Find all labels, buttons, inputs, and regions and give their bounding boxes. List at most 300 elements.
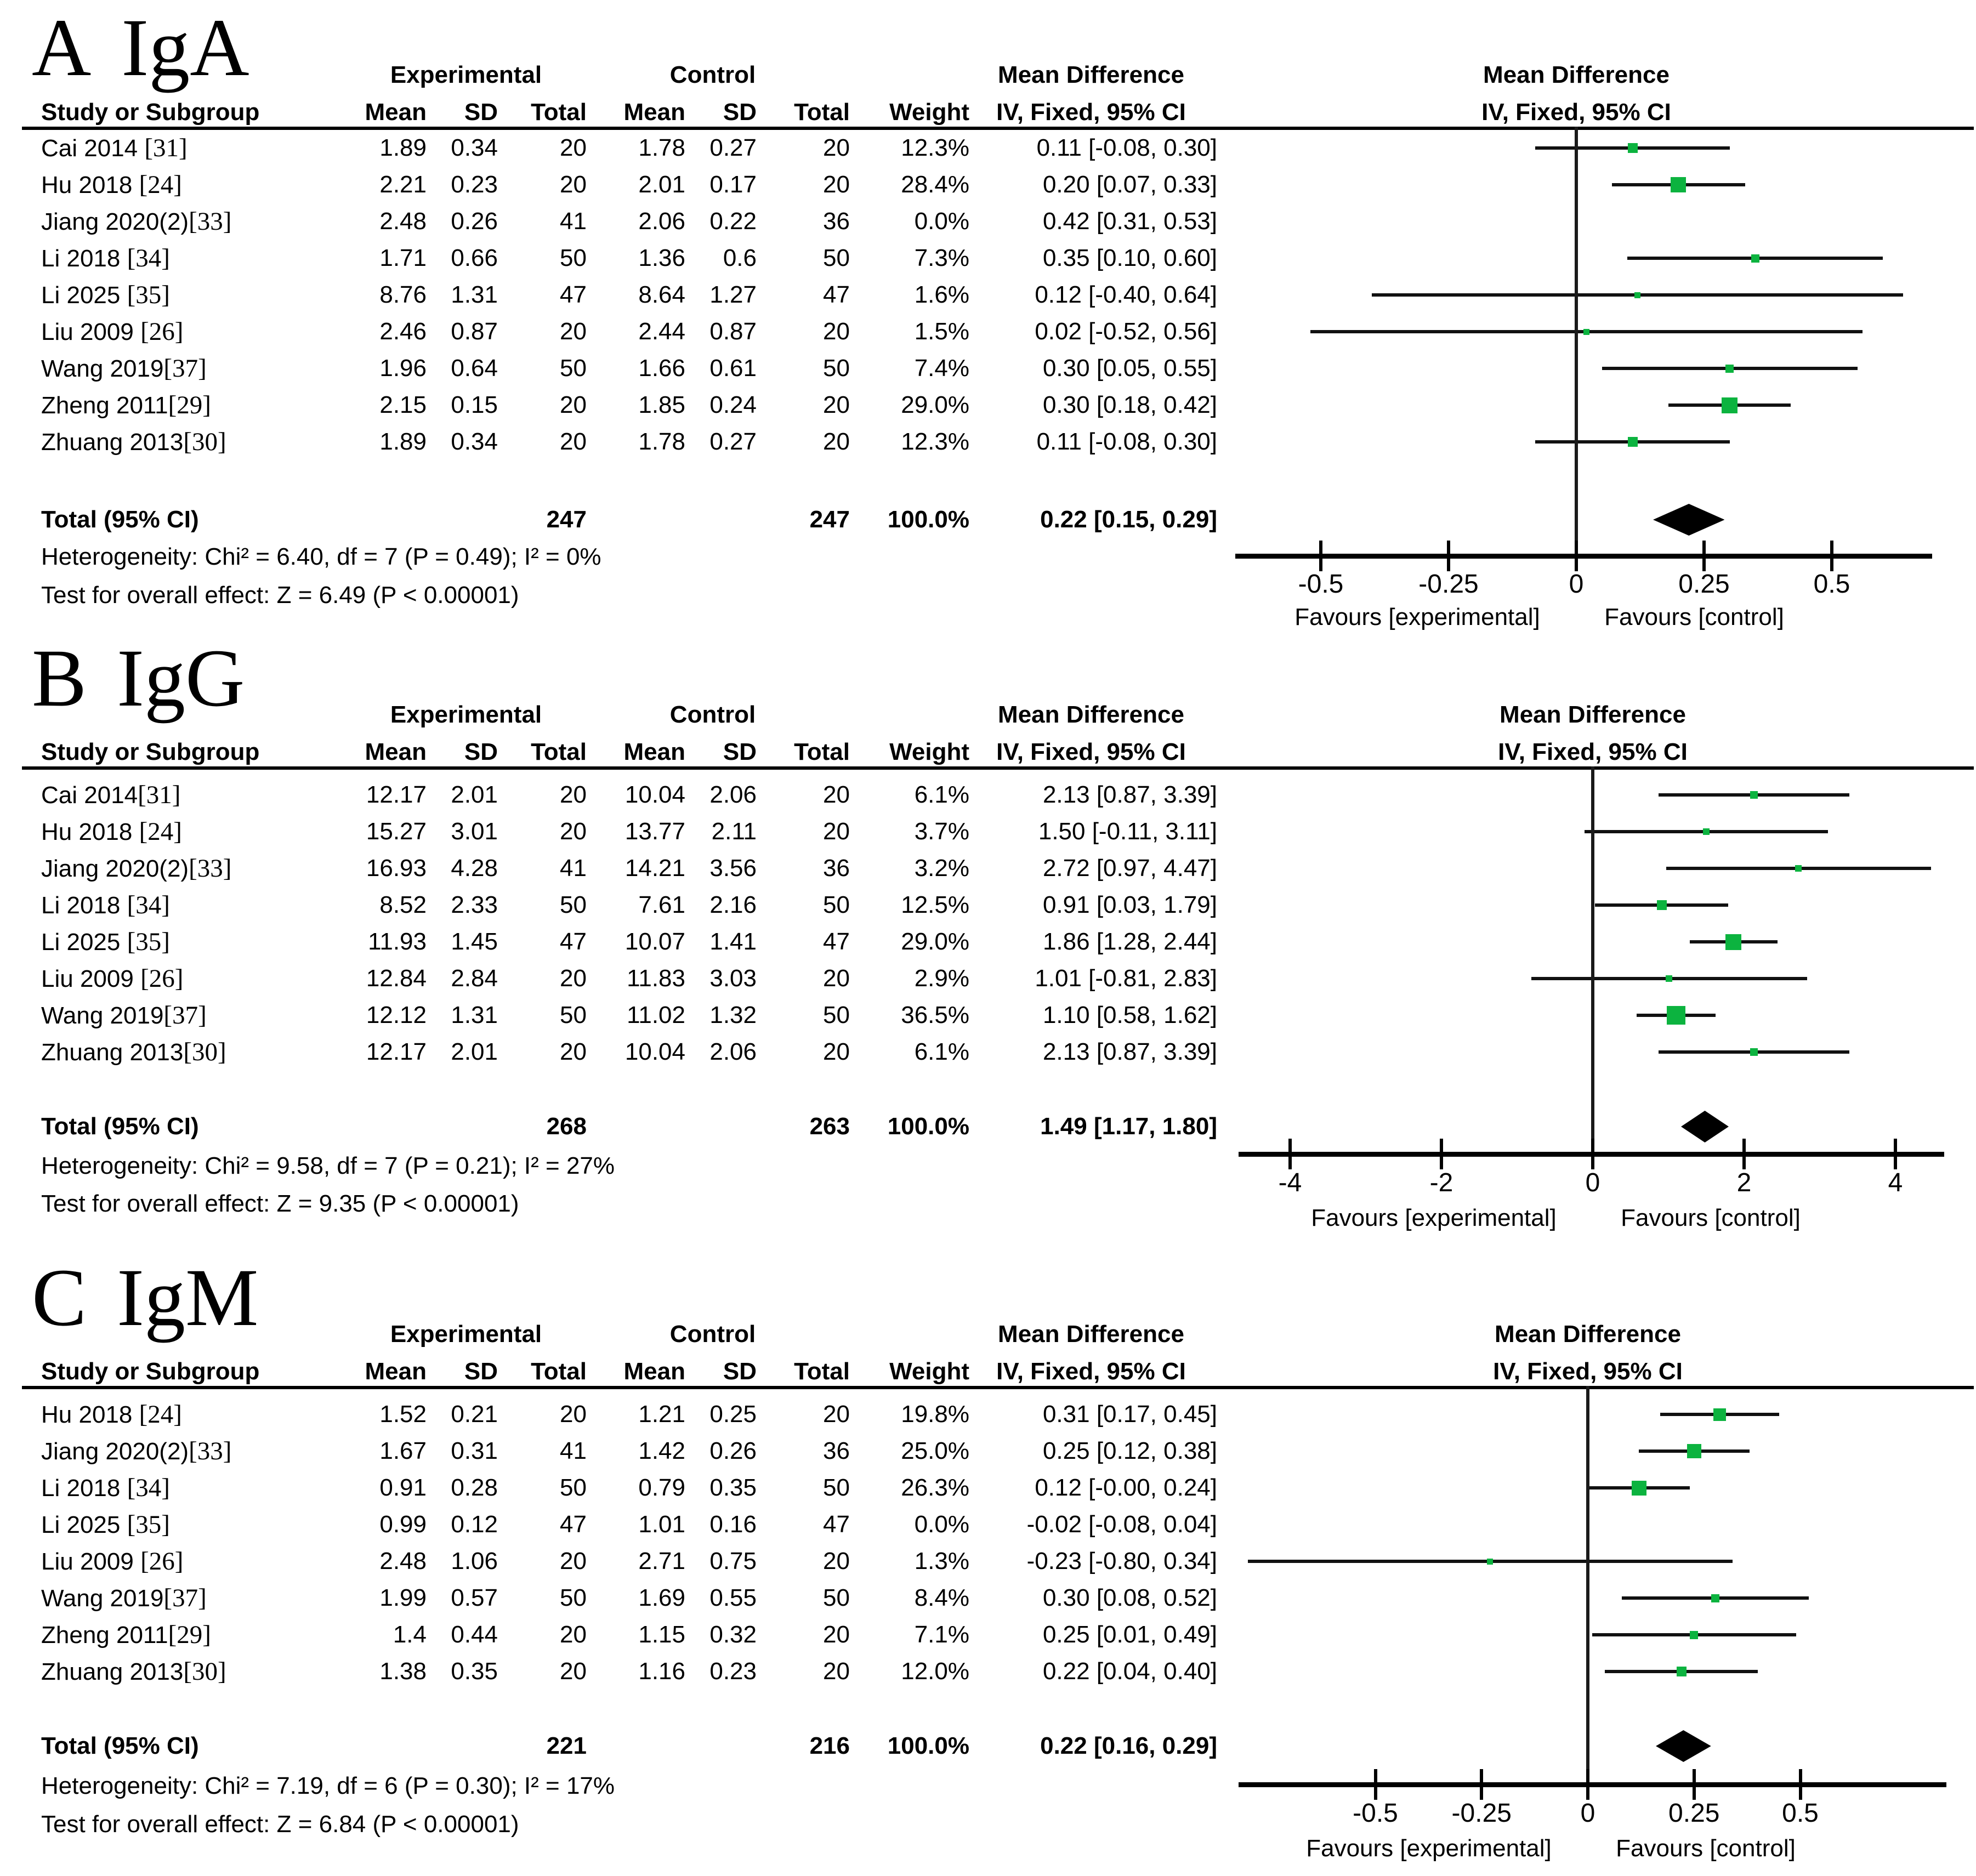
sd-exp-cell: 1.31 [451, 281, 498, 308]
axis-tick-label: -0.25 [1451, 1799, 1512, 1828]
mean-exp-cell: 2.48 [379, 1548, 427, 1574]
ci-text-cell: 1.50 [-0.11, 3.11] [1038, 818, 1217, 845]
ci-text-cell: 0.30 [0.08, 0.52] [1042, 1584, 1217, 1611]
mean-ctrl-cell: 10.07 [624, 928, 685, 955]
total-exp-cell: 50 [560, 245, 587, 271]
weight-cell: 3.7% [914, 818, 969, 845]
mean-ctrl-cell: 7.61 [638, 891, 685, 918]
axis-tick-label: -0.5 [1353, 1799, 1398, 1828]
effect-marker [1657, 900, 1667, 910]
total-exp-cell: 20 [560, 391, 587, 418]
ci-text-cell: 0.30 [0.18, 0.42] [1042, 391, 1217, 418]
weight-cell: 25.0% [901, 1437, 969, 1464]
ci-text-cell: -0.02 [-0.08, 0.04] [1026, 1511, 1217, 1538]
effect-marker [1628, 143, 1638, 153]
column-header-mean-ctrl: Mean [623, 99, 685, 126]
study-label [41, 388, 211, 422]
mean-ctrl-cell: 1.78 [638, 134, 685, 161]
sd-ctrl-cell: 0.26 [709, 1437, 757, 1464]
axis-tick-label: 0.25 [1668, 1799, 1720, 1828]
axis-tick [1480, 1769, 1483, 1800]
total-ci-text: 1.49 [1.17, 1.80] [1040, 1113, 1217, 1140]
total-ctrl-n: 216 [809, 1732, 850, 1759]
column-header-study: Study or Subgroup [41, 99, 260, 126]
weight-cell: 6.1% [914, 781, 969, 808]
ci-text-cell: 0.25 [0.01, 0.49] [1042, 1621, 1217, 1648]
reference-number: [26] [140, 1547, 184, 1576]
heterogeneity-text: Heterogeneity: Chi² = 6.40, df = 7 (P = 0.49); I² = 0% [41, 543, 601, 570]
reference-number: [26] [140, 317, 184, 346]
ci-text-cell: 0.25 [0.12, 0.38] [1042, 1437, 1217, 1464]
axis-tick-label: 0 [1585, 1168, 1600, 1197]
overall-effect-text: Test for overall effect: Z = 6.49 (P < 0.00001) [41, 582, 519, 609]
column-header-total-ctrl: Total [794, 99, 850, 126]
sd-ctrl-cell: 0.22 [709, 208, 757, 235]
axis-tick [1702, 541, 1706, 571]
sd-exp-cell: 0.66 [451, 245, 498, 271]
sd-exp-cell: 1.06 [451, 1548, 498, 1574]
mean-exp-cell: 8.52 [379, 891, 427, 918]
effect-marker [1725, 365, 1734, 373]
mean-exp-cell: 0.99 [379, 1511, 427, 1538]
effect-marker [1703, 828, 1710, 835]
study-name: Jiang 2020(2) [41, 1438, 189, 1465]
study-label [41, 1655, 226, 1689]
column-header-weight: Weight [889, 738, 969, 765]
sd-exp-cell: 0.26 [451, 208, 498, 235]
plot-mean-difference-header: Mean Difference [1483, 61, 1670, 88]
mean-exp-cell: 11.93 [368, 928, 427, 955]
effect-marker [1677, 1667, 1687, 1676]
weight-cell: 1.3% [914, 1548, 969, 1574]
total-exp-cell: 50 [560, 1002, 587, 1028]
sd-exp-cell: 4.28 [451, 855, 498, 882]
study-name: Cai 2014 [41, 782, 138, 809]
x-axis [1235, 554, 1932, 559]
weight-cell: 1.5% [914, 318, 969, 345]
weight-cell: 2.9% [914, 965, 969, 992]
weight-cell: 12.0% [901, 1658, 969, 1685]
sd-ctrl-cell: 2.11 [711, 818, 757, 845]
sd-exp-cell: 0.35 [451, 1658, 498, 1685]
total-ctrl-cell: 20 [823, 1548, 850, 1574]
antibody-name: IgM [117, 1252, 259, 1343]
study-label [41, 241, 170, 275]
reference-number: [33] [189, 207, 232, 236]
sd-exp-cell: 0.44 [451, 1621, 498, 1648]
overall-effect-text: Test for overall effect: Z = 9.35 (P < 0.00001) [41, 1190, 519, 1217]
effect-marker [1711, 1594, 1719, 1602]
panel-title-igg [32, 632, 245, 725]
sd-ctrl-cell: 3.56 [709, 855, 757, 882]
study-name: Zhuang 2013 [41, 1039, 184, 1066]
weight-cell: 29.0% [901, 928, 969, 955]
sd-exp-cell: 2.01 [451, 1038, 498, 1065]
mean-exp-cell: 1.67 [379, 1437, 427, 1464]
mean-difference-header: Mean Difference [998, 701, 1184, 728]
total-exp-cell: 20 [560, 1548, 587, 1574]
study-label [41, 315, 183, 349]
column-header-sd-ctrl: SD [723, 1358, 757, 1385]
mean-exp-cell: 1.38 [379, 1658, 427, 1685]
header-rule [22, 766, 1974, 770]
total-ctrl-cell: 20 [823, 1621, 850, 1648]
mean-ctrl-cell: 2.44 [638, 318, 685, 345]
column-header-sd-exp: SD [464, 738, 498, 765]
reference-number: [37] [163, 354, 207, 383]
total-ctrl-n: 263 [809, 1113, 850, 1140]
column-header-sd-ctrl: SD [723, 738, 757, 765]
mean-ctrl-cell: 1.42 [638, 1437, 685, 1464]
sd-exp-cell: 1.31 [451, 1002, 498, 1028]
study-name: Cai 2014 [41, 135, 145, 162]
effect-marker [1487, 1559, 1493, 1565]
column-header-mean-exp: Mean [365, 738, 427, 765]
ci-text-cell: 0.20 [0.07, 0.33] [1042, 171, 1217, 198]
total-ctrl-cell: 20 [823, 318, 850, 345]
axis-tick-label: -2 [1429, 1168, 1453, 1197]
axis-tick-label: 0 [1580, 1799, 1595, 1828]
study-name: Wang 2019 [41, 1585, 164, 1612]
reference-number: [33] [189, 1437, 232, 1465]
ci-text-cell: 1.10 [0.58, 1.62] [1042, 1002, 1217, 1028]
total-exp-cell: 50 [560, 891, 587, 918]
total-exp-n: 221 [546, 1732, 587, 1759]
ci-text-cell: 0.02 [-0.52, 0.56] [1035, 318, 1217, 345]
axis-tick [1894, 1139, 1897, 1169]
study-label [41, 925, 170, 959]
sd-exp-cell: 0.87 [451, 318, 498, 345]
study-label [41, 851, 231, 885]
column-header-weight: Weight [889, 1358, 969, 1385]
study-name: Zhuang 2013 [41, 429, 184, 456]
total-ctrl-cell: 20 [823, 171, 850, 198]
sd-ctrl-cell: 0.23 [709, 1658, 757, 1685]
sd-exp-cell: 0.64 [451, 355, 498, 382]
reference-number: [26] [140, 964, 184, 993]
antibody-name: IgA [121, 2, 249, 93]
effect-marker [1628, 437, 1638, 447]
column-header-sd-exp: SD [464, 99, 498, 126]
plot-mean-difference-header: Mean Difference [1495, 1321, 1681, 1348]
study-name: Liu 2009 [41, 1548, 141, 1575]
sd-ctrl-cell: 0.17 [709, 171, 757, 198]
plot-mean-difference-header: Mean Difference [1500, 701, 1686, 728]
ci-text-cell: 0.30 [0.05, 0.55] [1042, 355, 1217, 382]
study-name: Li 2025 [41, 282, 127, 309]
study-name: Wang 2019 [41, 1002, 164, 1029]
group-header-control: Control [669, 61, 756, 88]
study-name: Li 2018 [41, 245, 127, 272]
sd-ctrl-cell: 0.25 [709, 1401, 757, 1428]
total-ctrl-cell: 20 [823, 428, 850, 455]
reference-number: [35] [127, 281, 170, 309]
axis-tick [1586, 1769, 1589, 1800]
sd-ctrl-cell: 1.41 [709, 928, 757, 955]
ci-text-cell: 0.22 [0.04, 0.40] [1042, 1658, 1217, 1685]
total-ctrl-cell: 20 [823, 1401, 850, 1428]
sd-ctrl-cell: 0.16 [709, 1511, 757, 1538]
zero-line [1575, 127, 1578, 556]
group-header-control: Control [669, 701, 756, 728]
column-header-method: IV, Fixed, 95% CI [996, 99, 1186, 126]
mean-ctrl-cell: 8.64 [638, 281, 685, 308]
study-name: Zheng 2011 [41, 392, 168, 419]
mean-ctrl-cell: 11.83 [627, 965, 685, 992]
column-header-method: IV, Fixed, 95% CI [996, 738, 1186, 765]
ci-text-cell: -0.23 [-0.80, 0.34] [1026, 1548, 1217, 1574]
mean-exp-cell: 8.76 [379, 281, 427, 308]
mean-ctrl-cell: 1.01 [638, 1511, 685, 1538]
total-ctrl-cell: 36 [823, 1437, 850, 1464]
mean-exp-cell: 2.46 [379, 318, 427, 345]
reference-number: [29] [168, 391, 211, 419]
column-header-total-ctrl: Total [794, 738, 850, 765]
reference-number: [31] [138, 781, 181, 809]
sd-ctrl-cell: 0.27 [709, 134, 757, 161]
ci-text-cell: 0.12 [-0.40, 0.64] [1035, 281, 1217, 308]
mean-ctrl-cell: 0.79 [638, 1474, 685, 1501]
axis-tick-label: -4 [1278, 1168, 1302, 1197]
total-exp-cell: 47 [560, 281, 587, 308]
total-ctrl-cell: 36 [823, 855, 850, 882]
axis-tick [1374, 1769, 1377, 1800]
mean-exp-cell: 1.71 [379, 245, 427, 271]
mean-ctrl-cell: 10.04 [624, 1038, 685, 1065]
mean-ctrl-cell: 1.21 [638, 1401, 685, 1428]
zero-line [1591, 766, 1594, 1154]
total-exp-cell: 20 [560, 781, 587, 808]
total-exp-cell: 20 [560, 1038, 587, 1065]
mean-exp-cell: 1.4 [393, 1621, 427, 1648]
reference-number: [30] [183, 1657, 226, 1686]
column-header-weight: Weight [889, 99, 969, 126]
reference-number: [34] [127, 891, 170, 919]
study-label [41, 351, 207, 385]
favours-experimental-label: Favours [experimental] [1306, 1835, 1552, 1862]
column-header-total-exp: Total [531, 1358, 587, 1385]
ci-text-cell: 0.11 [-0.08, 0.30] [1036, 428, 1217, 455]
pooled-diamond [1681, 1111, 1729, 1145]
total-exp-cell: 20 [560, 171, 587, 198]
study-label [41, 425, 226, 459]
effect-marker [1750, 1048, 1758, 1056]
mean-ctrl-cell: 1.36 [638, 245, 685, 271]
weight-cell: 0.0% [914, 1511, 969, 1538]
mean-exp-cell: 12.17 [366, 781, 427, 808]
mean-exp-cell: 2.21 [379, 171, 427, 198]
mean-exp-cell: 1.96 [379, 355, 427, 382]
study-label [41, 815, 182, 849]
study-name: Li 2018 [41, 892, 127, 919]
total-ci-text: 0.22 [0.15, 0.29] [1040, 506, 1217, 533]
total-ctrl-cell: 50 [823, 1474, 850, 1501]
group-header-control: Control [669, 1321, 756, 1348]
weight-cell: 8.4% [914, 1584, 969, 1611]
total-ctrl-cell: 50 [823, 1584, 850, 1611]
study-name: Jiang 2020(2) [41, 855, 189, 882]
column-header-mean-ctrl: Mean [623, 1358, 685, 1385]
study-name: Zheng 2011 [41, 1622, 168, 1648]
sd-exp-cell: 3.01 [451, 818, 498, 845]
total-ctrl-cell: 20 [823, 134, 850, 161]
mean-exp-cell: 1.89 [379, 428, 427, 455]
column-header-study: Study or Subgroup [41, 1358, 260, 1385]
plot-method-header: IV, Fixed, 95% CI [1498, 738, 1688, 765]
sd-ctrl-cell: 2.16 [709, 891, 757, 918]
ci-text-cell: 2.72 [0.97, 4.47] [1042, 855, 1217, 882]
axis-tick [1575, 541, 1578, 571]
reference-number: [29] [168, 1621, 211, 1649]
total-ctrl-cell: 36 [823, 208, 850, 235]
weight-cell: 3.2% [914, 855, 969, 882]
column-header-total-exp: Total [531, 99, 587, 126]
sd-ctrl-cell: 2.06 [709, 1038, 757, 1065]
weight-cell: 12.3% [901, 428, 969, 455]
heterogeneity-text: Heterogeneity: Chi² = 7.19, df = 6 (P = 0.30); I² = 17% [41, 1772, 615, 1799]
sd-ctrl-cell: 0.75 [709, 1548, 757, 1574]
effect-marker [1690, 1631, 1698, 1639]
panel-title-iga [32, 1, 249, 94]
sd-ctrl-cell: 0.32 [709, 1621, 757, 1648]
axis-tick [1288, 1139, 1292, 1169]
total-ctrl-cell: 20 [823, 818, 850, 845]
ci-text-cell: 0.91 [0.03, 1.79] [1042, 891, 1217, 918]
reference-number: [34] [127, 244, 170, 272]
mean-difference-header: Mean Difference [998, 61, 1184, 88]
mean-ctrl-cell: 10.04 [624, 781, 685, 808]
overall-effect-text: Test for overall effect: Z = 6.84 (P < 0.00001) [41, 1811, 519, 1838]
total-weight: 100.0% [887, 1732, 969, 1759]
axis-tick-label: 0.5 [1782, 1799, 1819, 1828]
sd-exp-cell: 0.57 [451, 1584, 498, 1611]
total-ctrl-cell: 50 [823, 1002, 850, 1028]
ci-text-cell: 0.31 [0.17, 0.45] [1042, 1401, 1217, 1428]
ci-text-cell: 2.13 [0.87, 3.39] [1042, 781, 1217, 808]
total-ci-text: 0.22 [0.16, 0.29] [1040, 1732, 1217, 1759]
study-label [41, 1544, 183, 1578]
study-name: Wang 2019 [41, 355, 164, 382]
mean-ctrl-cell: 13.77 [624, 818, 685, 845]
total-ctrl-cell: 20 [823, 1038, 850, 1065]
mean-exp-cell: 0.91 [379, 1474, 427, 1501]
effect-marker [1666, 975, 1672, 982]
study-name: Jiang 2020(2) [41, 208, 189, 235]
pooled-diamond [1656, 1730, 1711, 1765]
reference-number: [31] [144, 134, 188, 162]
plot-method-header: IV, Fixed, 95% CI [1481, 99, 1671, 126]
study-name: Zhuang 2013 [41, 1658, 184, 1685]
mean-exp-cell: 16.93 [366, 855, 427, 882]
total-exp-cell: 20 [560, 318, 587, 345]
axis-tick-label: 0 [1569, 570, 1584, 599]
axis-tick [1742, 1139, 1746, 1169]
mean-exp-cell: 12.84 [366, 965, 427, 992]
study-name: Li 2025 [41, 929, 127, 956]
group-header-experimental: Experimental [390, 701, 542, 728]
reference-number: [33] [189, 854, 232, 883]
mean-ctrl-cell: 1.85 [638, 391, 685, 418]
sd-exp-cell: 0.31 [451, 1437, 498, 1464]
ci-text-cell: 1.01 [-0.81, 2.83] [1035, 965, 1217, 992]
sd-exp-cell: 1.45 [451, 928, 498, 955]
sd-ctrl-cell: 0.55 [709, 1584, 757, 1611]
reference-number: [30] [183, 1038, 226, 1066]
total-exp-cell: 50 [560, 1584, 587, 1611]
panel-letter: B [32, 633, 87, 724]
total-exp-cell: 20 [560, 428, 587, 455]
total-weight: 100.0% [887, 506, 969, 533]
total-exp-cell: 41 [560, 1437, 587, 1464]
mean-ctrl-cell: 1.15 [638, 1621, 685, 1648]
study-name: Li 2018 [41, 1475, 127, 1502]
total-exp-cell: 41 [560, 855, 587, 882]
reference-number: [24] [139, 817, 182, 846]
weight-cell: 7.3% [914, 245, 969, 271]
total-ctrl-cell: 50 [823, 355, 850, 382]
axis-tick [1319, 541, 1322, 571]
total-ctrl-n: 247 [809, 506, 850, 533]
column-header-method: IV, Fixed, 95% CI [996, 1358, 1186, 1385]
plot-method-header: IV, Fixed, 95% CI [1493, 1358, 1683, 1385]
total-ctrl-cell: 20 [823, 781, 850, 808]
sd-exp-cell: 0.12 [451, 1511, 498, 1538]
axis-tick-label: 4 [1888, 1168, 1903, 1197]
sd-ctrl-cell: 0.27 [709, 428, 757, 455]
study-label [41, 131, 188, 165]
total-ctrl-cell: 50 [823, 891, 850, 918]
effect-marker [1795, 865, 1802, 872]
panel-title-igm [32, 1251, 258, 1344]
effect-marker [1632, 1481, 1646, 1496]
weight-cell: 19.8% [901, 1401, 969, 1428]
total-ctrl-cell: 50 [823, 245, 850, 271]
effect-marker [1634, 292, 1640, 298]
axis-tick [1799, 1769, 1802, 1800]
study-label [41, 204, 231, 238]
study-label [41, 998, 207, 1032]
axis-tick [1693, 1769, 1696, 1800]
total-exp-cell: 47 [560, 928, 587, 955]
column-header-sd-ctrl: SD [723, 99, 757, 126]
mean-exp-cell: 15.27 [366, 818, 427, 845]
mean-exp-cell: 1.52 [379, 1401, 427, 1428]
study-label [41, 1581, 207, 1615]
column-header-total-exp: Total [531, 738, 587, 765]
header-rule [22, 1386, 1974, 1389]
effect-marker [1750, 791, 1758, 799]
total-exp-cell: 20 [560, 1621, 587, 1648]
mean-ctrl-cell: 1.66 [638, 355, 685, 382]
total-exp-n: 268 [546, 1113, 587, 1140]
effect-marker [1671, 177, 1686, 192]
ci-text-cell: 0.12 [-0.00, 0.24] [1035, 1474, 1217, 1501]
axis-tick [1447, 541, 1450, 571]
heterogeneity-text: Heterogeneity: Chi² = 9.58, df = 7 (P = 0.21); I² = 27% [41, 1152, 615, 1179]
effect-marker [1722, 397, 1737, 413]
mean-ctrl-cell: 11.02 [627, 1002, 685, 1028]
total-ctrl-cell: 20 [823, 391, 850, 418]
total-ctrl-cell: 47 [823, 281, 850, 308]
column-header-mean-exp: Mean [365, 1358, 427, 1385]
sd-ctrl-cell: 1.32 [709, 1002, 757, 1028]
favours-experimental-label: Favours [experimental] [1294, 604, 1540, 630]
total-ctrl-cell: 47 [823, 1511, 850, 1538]
axis-tick-label: -0.5 [1298, 570, 1344, 599]
weight-cell: 6.1% [914, 1038, 969, 1065]
total-exp-cell: 20 [560, 1658, 587, 1685]
header-rule [22, 127, 1974, 130]
